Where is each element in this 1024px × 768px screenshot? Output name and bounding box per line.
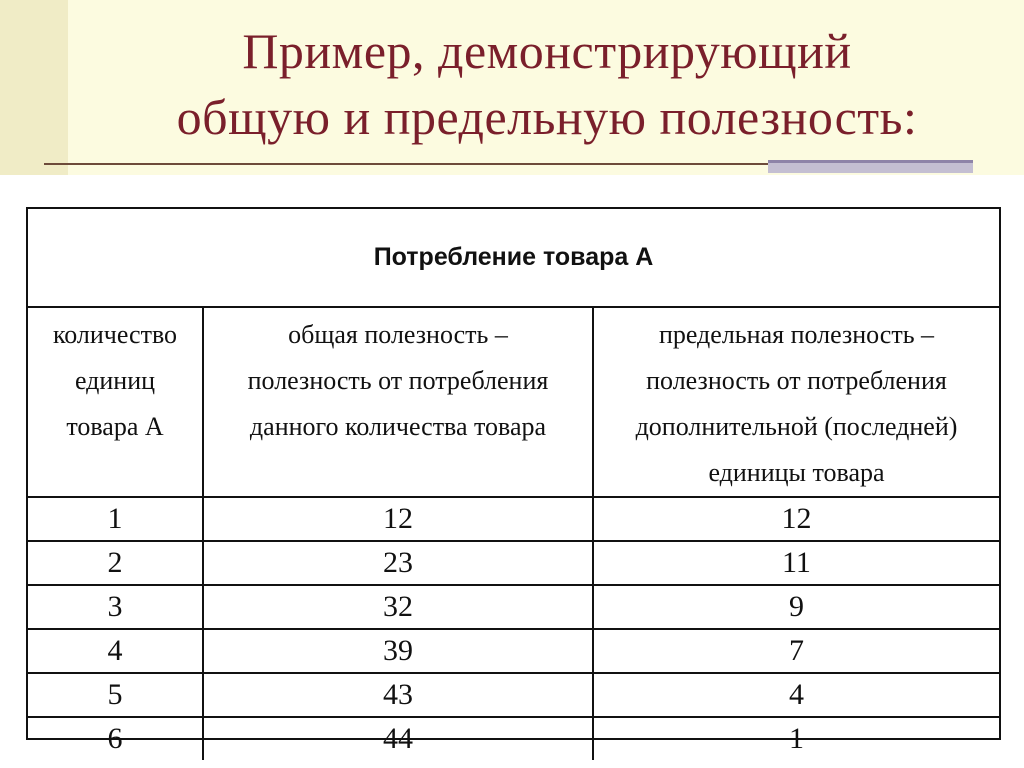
title-accent-bar	[768, 160, 973, 173]
quantity-cell: 3	[28, 585, 203, 629]
column-header-line: полезность от потребления	[247, 366, 549, 395]
marginal-utility-cell: 12	[593, 497, 999, 541]
column-header-line: единиц	[74, 366, 156, 395]
total-utility-cell: 44	[203, 717, 593, 760]
quantity-cell: 6	[28, 717, 203, 760]
utility-table	[28, 209, 999, 760]
column-header-line: полезность от потребления	[646, 366, 947, 395]
marginal-utility-cell: 4	[593, 673, 999, 717]
marginal-utility-cell: 11	[593, 541, 999, 585]
quantity-cell: 2	[28, 541, 203, 585]
utility-table-frame	[26, 207, 1001, 755]
table-row	[28, 629, 999, 673]
column-header-quantity	[28, 307, 203, 497]
column-header-marginal-utility	[593, 307, 999, 497]
quantity-cell: 4	[28, 629, 203, 673]
total-utility-cell: 39	[203, 629, 593, 673]
marginal-utility-cell: 1	[593, 717, 999, 760]
column-header-line: данного количества товара	[249, 412, 547, 441]
column-header-total-utility	[203, 307, 593, 497]
table-row	[28, 673, 999, 717]
total-utility-cell: 43	[203, 673, 593, 717]
table-caption-row	[28, 209, 999, 307]
quantity-cell: 1	[28, 497, 203, 541]
column-header-line: единицы товара	[708, 458, 885, 487]
quantity-cell: 5	[28, 673, 203, 717]
table-row	[28, 717, 999, 760]
table-row	[28, 541, 999, 585]
slide-title-line-2: общую и предельную полезность:	[176, 89, 918, 145]
column-header-line: общая полезность –	[288, 320, 508, 349]
total-utility-cell: 12	[203, 497, 593, 541]
marginal-utility-cell: 7	[593, 629, 999, 673]
slide-title-line-1: Пример, демонстрирующий	[242, 23, 852, 79]
column-header-line: количество	[52, 320, 178, 349]
marginal-utility-cell: 9	[593, 585, 999, 629]
table-row	[28, 585, 999, 629]
column-header-line: предельная полезность –	[658, 320, 935, 349]
left-accent-strip	[0, 0, 68, 175]
table-caption: Потребление товара А	[28, 209, 999, 307]
total-utility-cell: 23	[203, 541, 593, 585]
total-utility-cell: 32	[203, 585, 593, 629]
table-row	[28, 497, 999, 541]
title-underline	[44, 163, 774, 165]
column-header-line: дополнительной (последней)	[635, 412, 958, 441]
table-header-row	[28, 307, 999, 497]
column-header-line: товара А	[66, 412, 164, 441]
slide-title	[70, 18, 1024, 150]
